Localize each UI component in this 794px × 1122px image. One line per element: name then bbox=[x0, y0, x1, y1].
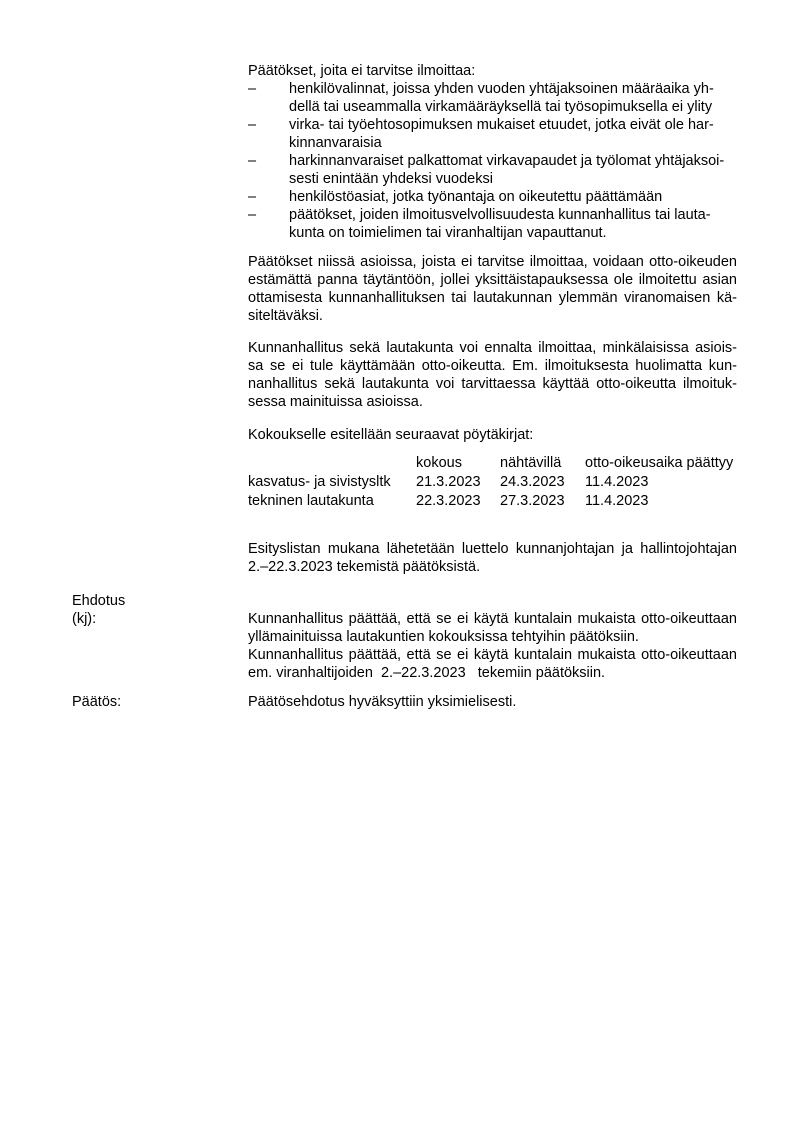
decision-text: Päätösehdotus hyväksyttiin yksimielisesti. bbox=[248, 694, 517, 710]
proposal-body bbox=[248, 610, 737, 682]
paragraph-line: Esityslistan mukana lähetetään luettelo kunnanjohtajan ja hallintojohtajan bbox=[248, 541, 737, 557]
table-row bbox=[248, 492, 737, 511]
list-item-line: dellä tai useammalla virkamääräyksellä tai työsopimuksella ei ylity bbox=[289, 99, 713, 115]
table-header-otto-oikeusaika: otto-oikeusaika päättyy bbox=[585, 455, 734, 471]
list-item-line: kunta on toimielimen tai viranhaltijan vapauttanut. bbox=[289, 225, 607, 241]
list-item bbox=[248, 188, 737, 206]
proposal-label-initials: (kj): bbox=[72, 611, 97, 627]
table-header-blank bbox=[248, 454, 416, 473]
proposal-line: yllämainituissa lautakuntien kokouksissa tehtyihin päätöksiin. bbox=[248, 629, 639, 645]
dash-marker: – bbox=[248, 207, 257, 223]
decision-label: Päätös: bbox=[72, 694, 122, 710]
table-cell-otto-oikeusaika: 11.4.2023 bbox=[585, 474, 649, 490]
dash-marker: – bbox=[248, 153, 257, 169]
paragraph-line: Kunnanhallitus sekä lautakunta voi ennalta ilmoittaa, minkälaisissa asiois- bbox=[248, 340, 737, 356]
list-item bbox=[248, 116, 737, 152]
minutes-intro: Kokoukselle esitellään seuraavat pöytäkirjat: bbox=[248, 427, 534, 443]
attachment-note bbox=[248, 540, 737, 576]
table-cell-body: kasvatus- ja sivistysltk bbox=[248, 474, 391, 490]
dash-marker: – bbox=[248, 81, 257, 97]
table-cell-kokous: 21.3.2023 bbox=[416, 474, 481, 490]
paragraph-line: ottamisesta kunnanhallituksen tai lautakunnan ylemmän viranomaisen kä- bbox=[248, 290, 737, 306]
list-item-line: henkilöstöasiat, jotka työnantaja on oikeutettu päättämään bbox=[289, 189, 663, 205]
proposal-label bbox=[72, 592, 242, 628]
list-item bbox=[248, 80, 737, 116]
paragraph-line: estämättä panna täytäntöön, jollei yksittäistapauksessa ole ilmoitettu asian bbox=[248, 272, 737, 288]
list-item bbox=[248, 206, 737, 242]
table-row bbox=[248, 473, 737, 492]
list-item-line: virka- tai työehtosopimuksen mukaiset etuudet, jotka eivät ole har- bbox=[289, 117, 714, 133]
paragraph-executory bbox=[248, 253, 737, 325]
minutes-table bbox=[248, 454, 737, 511]
dash-marker: – bbox=[248, 189, 257, 205]
intro-section bbox=[248, 62, 737, 242]
table-header-kokous: kokous bbox=[416, 455, 462, 471]
paragraph-line: sa se ei tule käyttämään otto-oikeutta. Em. ilmoituksesta huolimatta kun- bbox=[248, 358, 737, 374]
paragraph-line: Päätökset niissä asioissa, joista ei tarvitse ilmoittaa, voidaan otto-oikeuden bbox=[248, 254, 737, 270]
paragraph-line: 2.–22.3.2023 tekemistä päätöksistä. bbox=[248, 559, 481, 575]
table-header-row bbox=[248, 454, 737, 473]
intro-heading: Päätökset, joita ei tarvitse ilmoittaa: bbox=[248, 63, 476, 79]
paragraph-line: sessa mainituissa asioissa. bbox=[248, 394, 423, 410]
table-header-nahtavilla: nähtävillä bbox=[500, 455, 562, 471]
list-item bbox=[248, 152, 737, 188]
table-cell-body: tekninen lautakunta bbox=[248, 493, 374, 509]
paragraph-advance-notice bbox=[248, 339, 737, 411]
proposal-line: Kunnanhallitus päättää, että se ei käytä kuntalain mukaista otto-oikeuttaan bbox=[248, 611, 737, 627]
table-cell-nahtavilla: 27.3.2023 bbox=[500, 493, 565, 509]
table-cell-kokous: 22.3.2023 bbox=[416, 493, 481, 509]
paragraph-line: siteltäväksi. bbox=[248, 308, 323, 324]
list-item-line: sesti enintään yhdeksi vuodeksi bbox=[289, 171, 493, 187]
paragraph-line: nanhallitus sekä lautakunta voi tarvittaessa käyttää otto-oikeutta ilmoituk- bbox=[248, 376, 737, 392]
table-cell-otto-oikeusaika: 11.4.2023 bbox=[585, 493, 649, 509]
table-cell-nahtavilla: 24.3.2023 bbox=[500, 474, 565, 490]
proposal-line: em. viranhaltijoiden 2.–22.3.2023 tekemiin päätöksiin. bbox=[248, 665, 606, 681]
dash-marker: – bbox=[248, 117, 257, 133]
list-item-line: henkilövalinnat, joissa yhden vuoden yhtäjaksoinen määräaika yh- bbox=[289, 81, 714, 97]
list-item-line: harkinnanvaraiset palkattomat virkavapaudet ja työlomat yhtäjaksoi- bbox=[289, 153, 725, 169]
list-item-line: kinnanvaraisia bbox=[289, 135, 382, 151]
list-item-line: päätökset, joiden ilmoitusvelvollisuudesta kunnanhallitus tai lauta- bbox=[289, 207, 711, 223]
proposal-label-word: Ehdotus bbox=[72, 593, 126, 609]
proposal-line: Kunnanhallitus päättää, että se ei käytä kuntalain mukaista otto-oikeuttaan bbox=[248, 647, 737, 663]
